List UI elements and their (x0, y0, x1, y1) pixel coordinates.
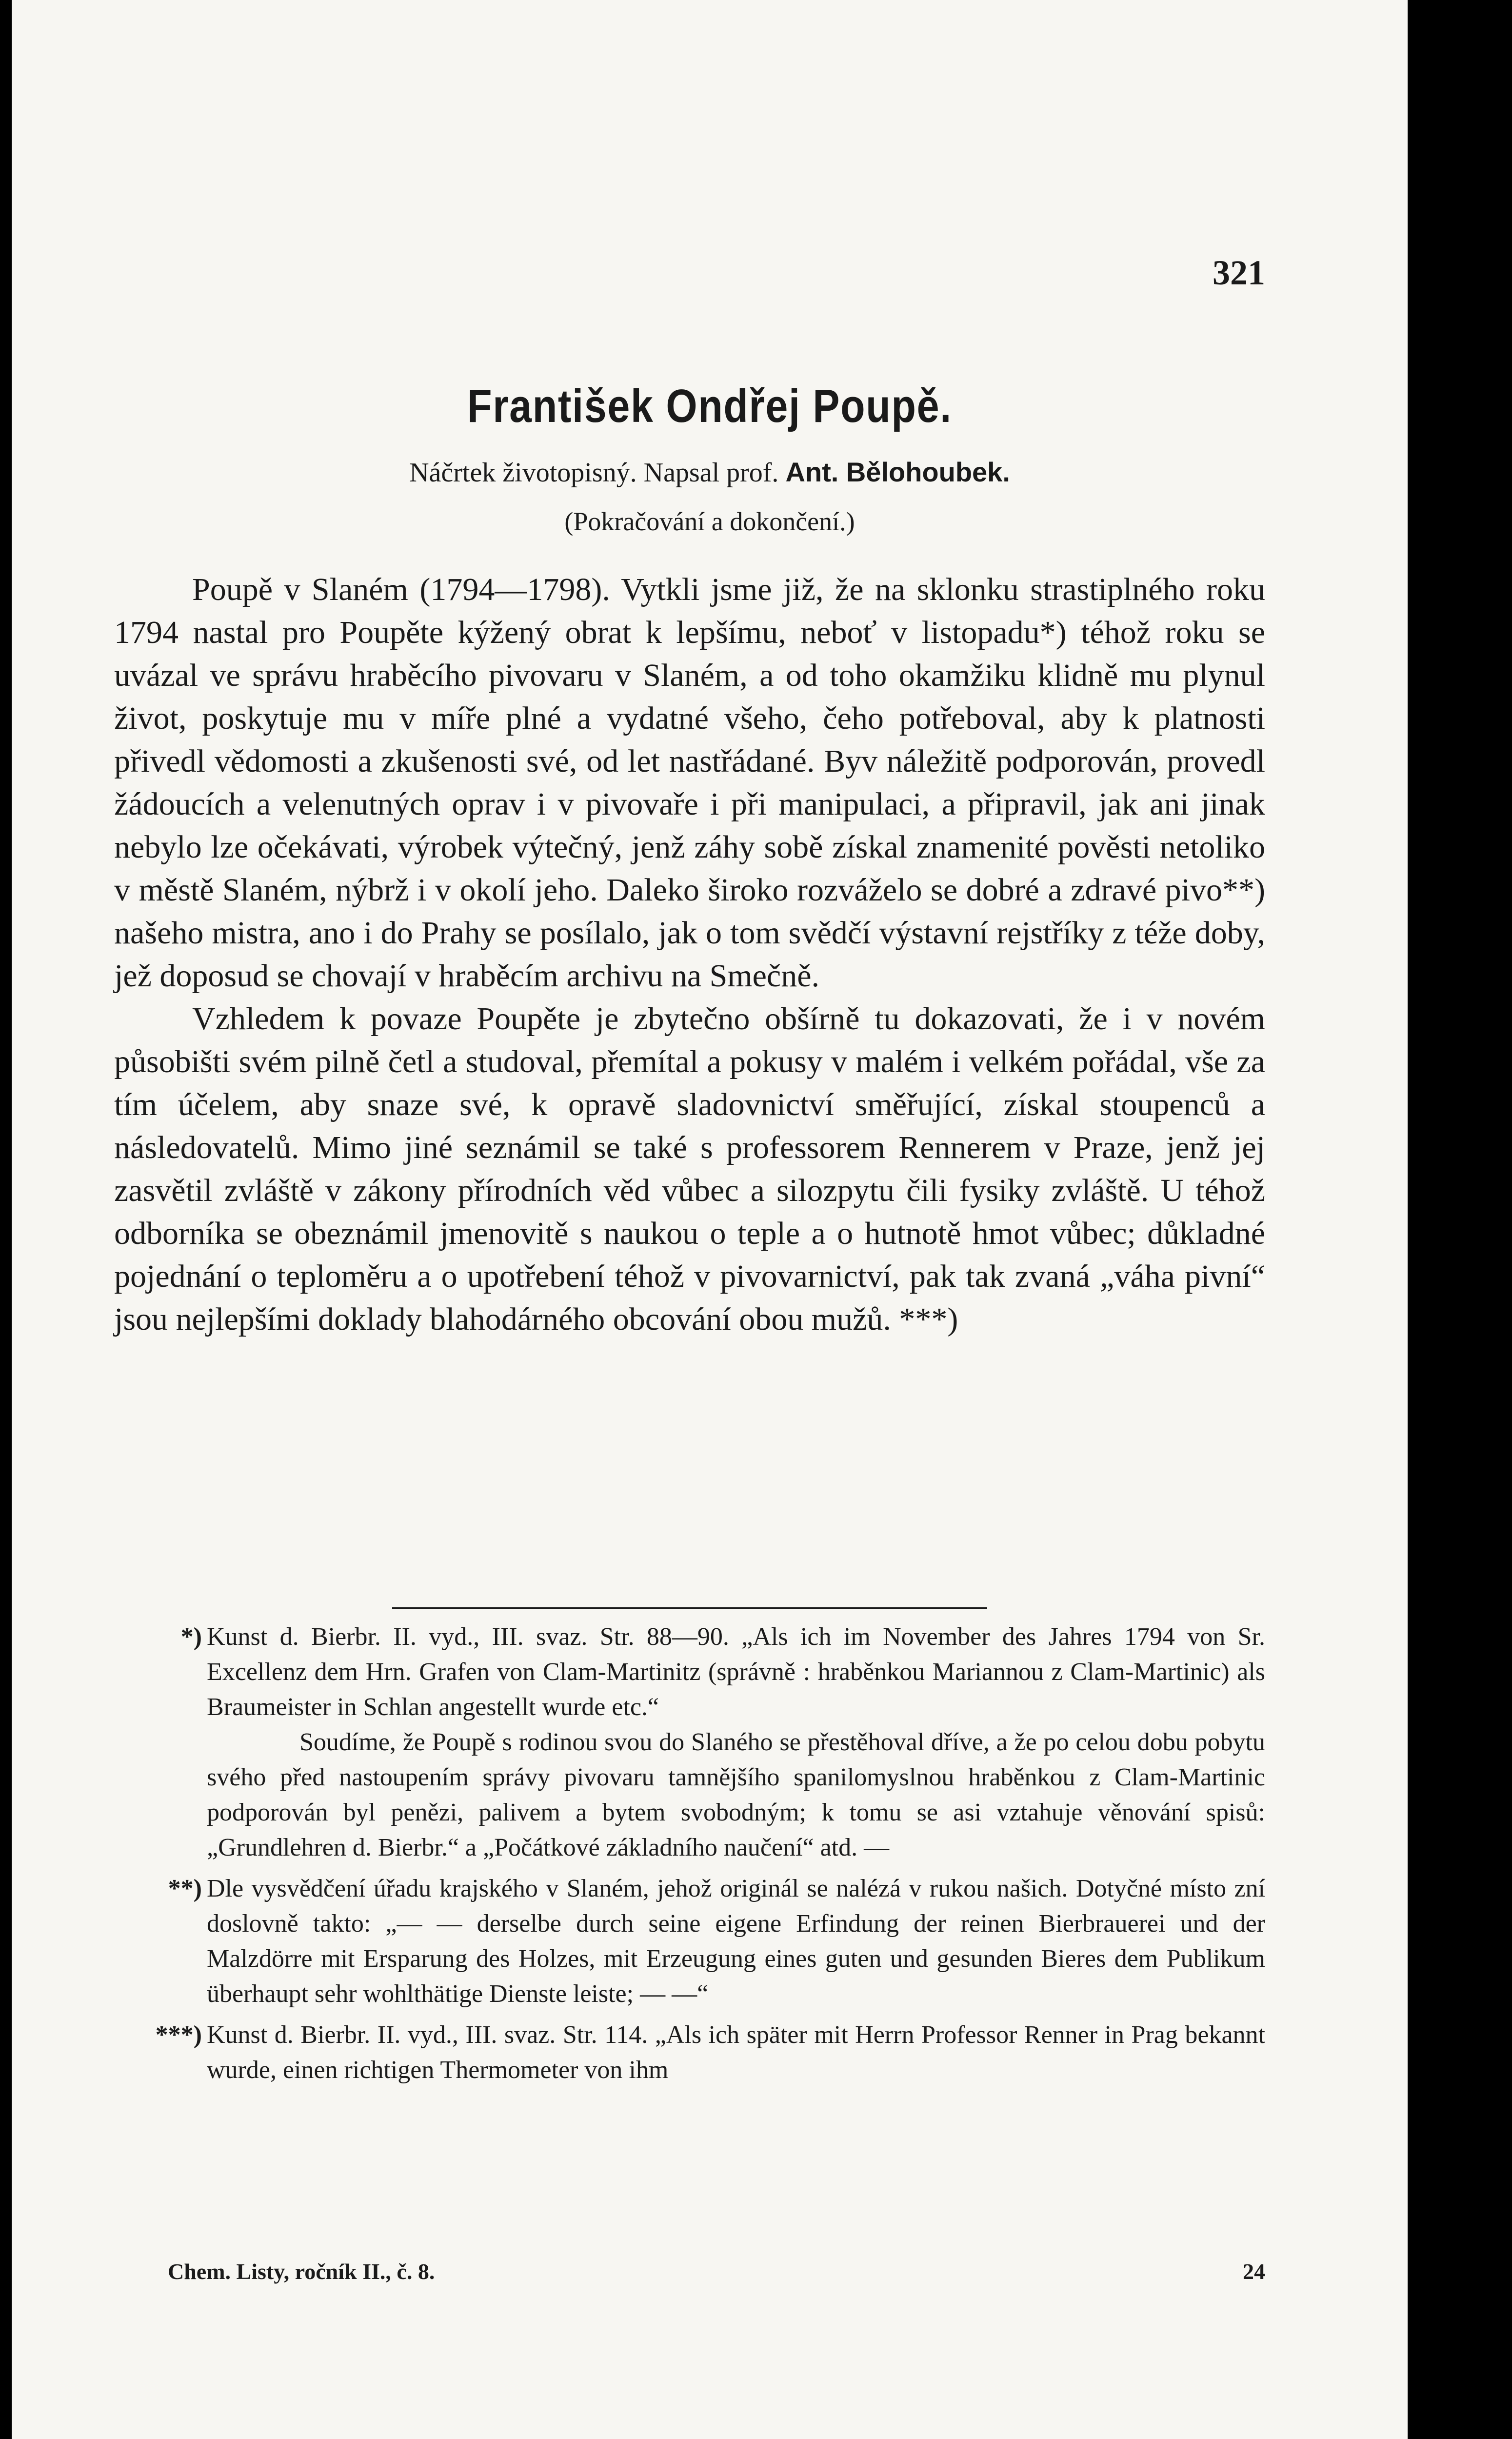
footnote-paragraph: Kunst d. Bierbr. II. vyd., III. svaz. Str. 114. „Als ich später mit Herrn Professor Renner in Prag bekannt wurde, einen richtigen Thermometer von ihm (207, 2021, 1265, 2084)
footnote-paragraph: Dle vysvědčení úřadu krajského v Slaném, jehož originál se nalézá v rukou našich. Dotyčné místo zní doslovně takto: „— — derselbe durch seine eigene Erfindung der reinen Bierbrauerei und der Malzdörre mit Ersparung des Holzes, mit Erzeugung eines guten und gesunden Bieres dem Publikum überhaupt sehr wohlthätige Dienste leiste; — —“ (207, 1875, 1265, 2008)
body-paragraph: Poupě v Slaném (1794—1798). Vytkli jsme již, že na sklonku strastiplného roku 1794 nastal pro Poupěte kýžený obrat k lepšímu, neboť v listopadu*) téhož roku se uvázal ve správu hraběcího pivovaru v Slaném, a od toho okamžiku klidně mu plynul život, poskytuje mu v míře plné a vydatné všeho, čeho potřeboval, aby k platnosti přivedl vědomosti a zkušenosti své, od let nastřádané. Byv náležitě podporován, provedl žádoucích a velenutných oprav i v pivovaře i při manipulaci, a připravil, jak ani jinak nebylo lze očekávati, výrobek výtečný, jenž záhy sobě získal znamenité pověsti netoliko v městě Slaném, nýbrž i v okolí jeho. Daleko široko rozváželo se dobré a zdravé pivo**) našeho mistra, ano i do Prahy se posílalo, jak o tom svědčí výstavní rejstříky z téže doby, jež doposud se chovají v hraběcím archivu na Smečně. (114, 572, 1265, 994)
footnote (114, 1871, 1265, 2012)
article-subtitle (12, 456, 1408, 488)
scan-edge (1408, 0, 1512, 2439)
article-title: František Ondřej Poupě. (467, 380, 952, 432)
sheet-number: 24 (1243, 2259, 1265, 2284)
footnote-paragraph: Kunst d. Bierbr. II. vyd., III. svaz. Str. 88—90. „Als ich im November des Jahres 1794 von Sr. Excellenz dem Hrn. Grafen von Clam-Martinitz (správně : hraběnkou Mariannou z Clam-Martinic) als Braumeister in Schlan angestellt wurde etc.“ (207, 1623, 1265, 1721)
article-body (114, 568, 1265, 1341)
journal-reference: Chem. Listy, ročník II., č. 8. (168, 2259, 435, 2284)
footnote-divider (392, 1607, 987, 1609)
footnotes (114, 1619, 1265, 2094)
footnote-mark: ***) (155, 2021, 202, 2049)
footnote (114, 2018, 1265, 2088)
footnote-paragraph: Soudíme, že Poupě s rodinou svou do Slaného se přestěhoval dříve, a že po celou dobu pobytu svého před nastoupením správy pivovaru tamnějšího spanilomyslnou hraběnkou z Clam-Martinic podporován byl penězi, palivem a bytem svobodným; k tomu se asi vztahuje věnování spisů: „Grundlehren d. Bierbr.“ a „Počátkové základního naučení“ atd. — (207, 1728, 1265, 1861)
author-name: Ant. Bělohoubek. (785, 457, 1010, 487)
subtitle-lead: Náčrtek životopisný. Napsal prof. (409, 458, 779, 488)
continuation-note: (Pokračování a dokončení.) (564, 507, 855, 536)
page-number: 321 (1213, 253, 1265, 292)
footnote (114, 1619, 1265, 1865)
footnote-mark: *) (180, 1623, 202, 1651)
footnote-mark: **) (168, 1875, 202, 1902)
document-page (12, 0, 1408, 2439)
body-paragraph: Vzhledem k povaze Poupěte je zbytečno obšírně tu dokazovati, že i v novém působišti svém pilně četl a studoval, přemítal a pokusy v malém i velkém pořádal, vše za tím účelem, aby snaze své, k opravě sladovnictví směřující, získal stoupenců a následovatelů. Mimo jiné seznámil se také s professorem Rennerem v Praze, jenž jej zasvětil zvláště v zákony přírodních věd vůbec a silozpytu čili fysiky zvláště. U téhož odborníka se obeznámil jmenovitě s naukou o teple a o hutnotě hmot vůbec; důkladné pojednání o teploměru a o upotřebení téhož v pivovarnictví, pak tak zvaná „váha pivní“ jsou nejlepšími doklady blahodárného obcování obou mužů. ***) (114, 1001, 1265, 1337)
